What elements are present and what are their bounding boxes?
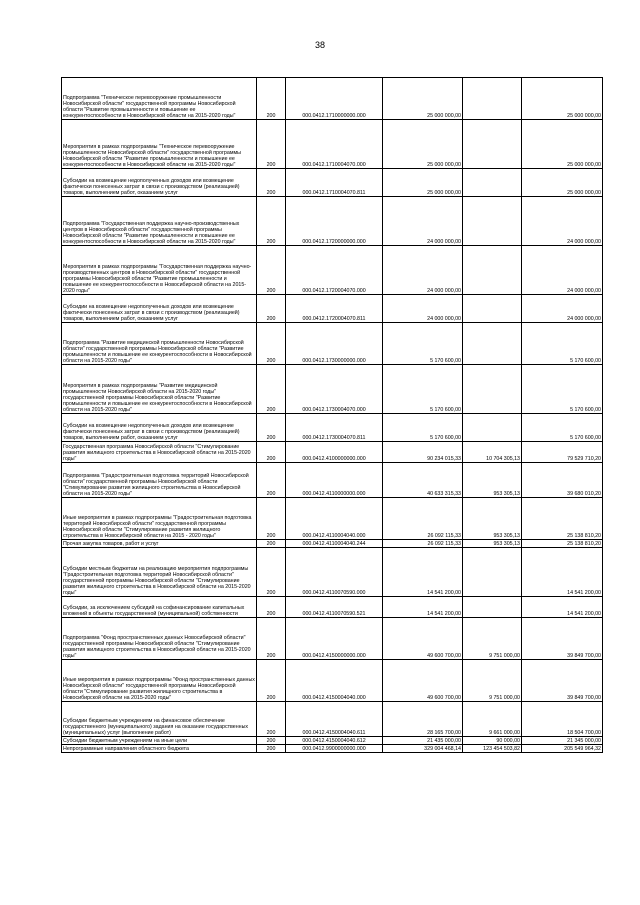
row-grbs-cell: 200: [257, 540, 286, 548]
row-amount-total-cell: 26 092 115,33: [383, 498, 463, 540]
row-name-cell: Прочая закупка товаров, работ и услуг: [62, 540, 257, 548]
row-amount-change-cell: [463, 120, 522, 169]
row-amount-change-cell: [463, 597, 522, 618]
row-code-cell: 000.0412.4100000000.000: [286, 442, 383, 463]
table-row: [62, 548, 603, 597]
row-grbs-cell: 200: [257, 498, 286, 540]
row-amount-total-cell: 49 600 700,00: [383, 660, 463, 702]
row-amount-change-cell: 953 305,13: [463, 540, 522, 548]
row-amount-total-cell: 25 000 000,00: [383, 120, 463, 169]
row-grbs-cell: 200: [257, 737, 286, 745]
page-number: 38: [314, 40, 325, 50]
row-amount-change-cell: [463, 548, 522, 597]
row-grbs-cell: 200: [257, 745, 286, 753]
row-amount-result-cell: 25 000 000,00: [522, 78, 603, 120]
row-code-cell: 000.0412.4110004040.244: [286, 540, 383, 548]
row-code-cell: 000.0412.4110070590.521: [286, 597, 383, 618]
row-amount-total-cell: 5 170 600,00: [383, 365, 463, 414]
row-name-cell: Иные мероприятия в рамках подпрограммы "Фонд пространственных данных Новосибирской области" государственной программы Новосибирской области "Стимулирование развития жилищного строительства в Новосибирской области на 2015-2020 годы": [62, 660, 257, 702]
row-name-cell: Субсидии на возмещение недополученных доходов или возмещение фактически понесенных затрат в связи с производством (реализацией) товаров, выполнением работ, оказанием услуг: [62, 414, 257, 442]
row-amount-result-cell: 25 000 000,00: [522, 169, 603, 197]
row-amount-change-cell: 9 661 000,00: [463, 702, 522, 737]
row-grbs-cell: 200: [257, 442, 286, 463]
row-amount-result-cell: 25 000 000,00: [522, 120, 603, 169]
row-amount-result-cell: 18 504 700,00: [522, 702, 603, 737]
table-row: [62, 197, 603, 246]
row-grbs-cell: 200: [257, 365, 286, 414]
budget-table-body: [62, 78, 603, 753]
row-code-cell: 000.0412.1730000000.000: [286, 323, 383, 365]
row-amount-change-cell: [463, 197, 522, 246]
row-name-cell: Мероприятия в рамках подпрограммы "Развитие медицинской промышленности Новосибирской области на 2015-2020 годы" государственной программы Новосибирской области "Развитие промышленности и повышение ее конкурентоспособности в Новосибирской области на 2015-2020 годы": [62, 365, 257, 414]
row-amount-result-cell: 5 170 600,00: [522, 323, 603, 365]
table-row: [62, 737, 603, 745]
row-amount-total-cell: 25 000 000,00: [383, 78, 463, 120]
row-code-cell: 000.0412.4110004040.000: [286, 498, 383, 540]
row-code-cell: 000.0412.1720000000.000: [286, 197, 383, 246]
row-amount-result-cell: 5 170 600,00: [522, 365, 603, 414]
row-grbs-cell: 200: [257, 618, 286, 660]
row-name-cell: Мероприятия в рамках подпрограммы "Техническое перевооружение промышленности Новосибирской области" государственной программы Новосибирской области "Развитие промышленности и повышение ее конкурентоспособности в Новосибирской области на 2015-2020 годы": [62, 120, 257, 169]
table-row: [62, 618, 603, 660]
row-amount-total-cell: 26 092 115,33: [383, 540, 463, 548]
row-grbs-cell: 200: [257, 246, 286, 295]
row-amount-change-cell: [463, 323, 522, 365]
row-amount-total-cell: 5 170 600,00: [383, 323, 463, 365]
row-name-cell: Непрограммные направления областного бюджета: [62, 745, 257, 753]
table-row: [62, 745, 603, 753]
row-code-cell: 000.0412.1710004070.811: [286, 169, 383, 197]
table-row: [62, 463, 603, 498]
row-amount-result-cell: 5 170 600,00: [522, 414, 603, 442]
table-row: [62, 78, 603, 120]
row-amount-change-cell: 10 704 305,13: [463, 442, 522, 463]
row-amount-change-cell: 9 751 000,00: [463, 618, 522, 660]
row-grbs-cell: 200: [257, 463, 286, 498]
row-amount-result-cell: 25 138 810,20: [522, 498, 603, 540]
row-name-cell: Подпрограмма "Фонд пространственных данных Новосибирской области" государственной программы Новосибирской области "Стимулирование развития жилищного строительства в Новосибирской области на 2015-2020 годы": [62, 618, 257, 660]
row-code-cell: 000.0412.1720004070.000: [286, 246, 383, 295]
row-code-cell: 000.0412.1710004070.000: [286, 120, 383, 169]
row-name-cell: Субсидии на возмещение недополученных доходов или возмещение фактически понесенных затрат в связи с производством (реализацией) товаров, выполнением работ, оказанием услуг: [62, 169, 257, 197]
row-code-cell: 000.0412.4150004040.612: [286, 737, 383, 745]
row-amount-change-cell: 953 305,13: [463, 463, 522, 498]
row-amount-result-cell: 39 680 010,20: [522, 463, 603, 498]
row-name-cell: Подпрограмма "Градостроительная подготовка территорий Новосибирской области" государственной программы Новосибирской области "Стимулирование развития жилищного строительства в Новосибирской области на 2015-2020 годы": [62, 463, 257, 498]
table-row: [62, 702, 603, 737]
row-amount-result-cell: 24 000 000,00: [522, 246, 603, 295]
row-amount-result-cell: 39 849 700,00: [522, 660, 603, 702]
row-amount-change-cell: 9 751 000,00: [463, 660, 522, 702]
table-row: [62, 365, 603, 414]
row-amount-total-cell: 24 000 000,00: [383, 246, 463, 295]
table-row: [62, 120, 603, 169]
table-row: [62, 414, 603, 442]
row-name-cell: Субсидии, за исключением субсидий на софинансирование капитальных вложений в объекты государственной (муниципальной) собственности: [62, 597, 257, 618]
row-amount-change-cell: [463, 78, 522, 120]
row-code-cell: 000.0412.4150000000.000: [286, 618, 383, 660]
row-amount-result-cell: 39 849 700,00: [522, 618, 603, 660]
row-amount-change-cell: [463, 246, 522, 295]
row-amount-change-cell: [463, 365, 522, 414]
row-code-cell: 000.0412.9900000000.000: [286, 745, 383, 753]
row-name-cell: Иные мероприятия в рамках подпрограммы "Градостроительная подготовка территорий Новосибирской области" государственной программы Новосибирской области "Стимулирование развития жилищного строительства в Новосибирской области на 2015 - 2020 годы": [62, 498, 257, 540]
row-amount-change-cell: 953 305,13: [463, 498, 522, 540]
row-amount-total-cell: 14 541 200,00: [383, 597, 463, 618]
row-amount-total-cell: 28 165 700,00: [383, 702, 463, 737]
row-name-cell: Субсидии местным бюджетам на реализацию мероприятия подпрограммы "Градостроительная подготовка территорий Новосибирской области" государственной программы Новосибирской области "Стимулирование развития жилищного строительства в Новосибирской области на 2015-2020 годы": [62, 548, 257, 597]
row-grbs-cell: 200: [257, 660, 286, 702]
row-code-cell: 000.0412.4110000000.000: [286, 463, 383, 498]
row-amount-total-cell: 90 234 015,33: [383, 442, 463, 463]
row-amount-change-cell: 123 454 503,82: [463, 745, 522, 753]
row-name-cell: Субсидии на возмещение недополученных доходов или возмещение фактически понесенных затрат в связи с производством (реализацией) товаров, выполнением работ, оказанием услуг: [62, 295, 257, 323]
row-grbs-cell: 200: [257, 169, 286, 197]
row-amount-total-cell: 5 170 600,00: [383, 414, 463, 442]
budget-table: [61, 77, 603, 753]
row-amount-result-cell: 24 000 000,00: [522, 197, 603, 246]
row-amount-result-cell: 14 541 200,00: [522, 548, 603, 597]
row-amount-change-cell: [463, 169, 522, 197]
row-amount-total-cell: 49 600 700,00: [383, 618, 463, 660]
row-name-cell: Подпрограмма "Техническое перевооружение промышленности Новосибирской области" государственной программы Новосибирской области "Развитие промышленности и повышение ее конкурентоспособности в Новосибирской области на 2015-2020 годы": [62, 78, 257, 120]
row-grbs-cell: 200: [257, 323, 286, 365]
table-row: [62, 498, 603, 540]
row-amount-total-cell: 329 004 468,14: [383, 745, 463, 753]
row-amount-total-cell: 24 000 000,00: [383, 295, 463, 323]
table-row: [62, 597, 603, 618]
row-amount-result-cell: 79 529 710,20: [522, 442, 603, 463]
row-name-cell: Субсидии бюджетным учреждениям на иные цели: [62, 737, 257, 745]
table-row: [62, 295, 603, 323]
row-name-cell: Государственная программа Новосибирской области "Стимулирование развития жилищного строительства в Новосибирской области на 2015-2020 годы": [62, 442, 257, 463]
row-grbs-cell: 200: [257, 295, 286, 323]
row-code-cell: 000.0412.1720004070.811: [286, 295, 383, 323]
row-name-cell: Подпрограмма "Развитие медицинской промышленности Новосибирской области" государственной программы Новосибирской области "Развитие промышленности и повышение ее конкурентоспособности в Новосибирской области на 2015-2020 годы": [62, 323, 257, 365]
row-amount-result-cell: 25 138 810,20: [522, 540, 603, 548]
row-amount-result-cell: 14 541 200,00: [522, 597, 603, 618]
row-amount-change-cell: [463, 414, 522, 442]
row-grbs-cell: 200: [257, 414, 286, 442]
row-amount-result-cell: 21 345 000,00: [522, 737, 603, 745]
row-grbs-cell: 200: [257, 197, 286, 246]
row-amount-change-cell: [463, 295, 522, 323]
table-row: [62, 246, 603, 295]
row-code-cell: 000.0412.4150004040.611: [286, 702, 383, 737]
row-grbs-cell: 200: [257, 548, 286, 597]
row-amount-total-cell: 24 000 000,00: [383, 197, 463, 246]
row-code-cell: 000.0412.4150004040.000: [286, 660, 383, 702]
row-grbs-cell: 200: [257, 702, 286, 737]
row-code-cell: 000.0412.1710000000.000: [286, 78, 383, 120]
row-grbs-cell: 200: [257, 120, 286, 169]
table-row: [62, 323, 603, 365]
row-grbs-cell: 200: [257, 597, 286, 618]
row-name-cell: Мероприятия в рамках подпрограммы "Государственная поддержка научно-производственных центров в Новосибирской области" государственной программы Новосибирской области "Развитие промышленности и повышение ее конкурентоспособности в Новосибирской области на 2015-2020 годы": [62, 246, 257, 295]
row-grbs-cell: 200: [257, 78, 286, 120]
row-amount-total-cell: 21 435 000,00: [383, 737, 463, 745]
row-name-cell: Субсидии бюджетным учреждениям на финансовое обеспечение государственного (муниципального) задания на оказание государственных (муниципальных) услуг (выполнение работ): [62, 702, 257, 737]
row-code-cell: 000.0412.4110070590.000: [286, 548, 383, 597]
row-amount-result-cell: 24 000 000,00: [522, 295, 603, 323]
row-amount-total-cell: 40 633 315,33: [383, 463, 463, 498]
row-code-cell: 000.0412.1730004070.811: [286, 414, 383, 442]
row-amount-result-cell: 205 549 964,32: [522, 745, 603, 753]
row-amount-total-cell: 25 000 000,00: [383, 169, 463, 197]
table-row: [62, 660, 603, 702]
row-name-cell: Подпрограмма "Государственная поддержка научно-производственных центров в Новосибирской области" государственной программы Новосибирской области "Развитие промышленности и повышение ее конкурентоспособности в Новосибирской области на 2015-2020 годы": [62, 197, 257, 246]
row-amount-change-cell: 90 000,00: [463, 737, 522, 745]
table-row: [62, 442, 603, 463]
table-row: [62, 169, 603, 197]
row-amount-total-cell: 14 541 200,00: [383, 548, 463, 597]
table-row: [62, 540, 603, 548]
row-code-cell: 000.0412.1730004070.000: [286, 365, 383, 414]
